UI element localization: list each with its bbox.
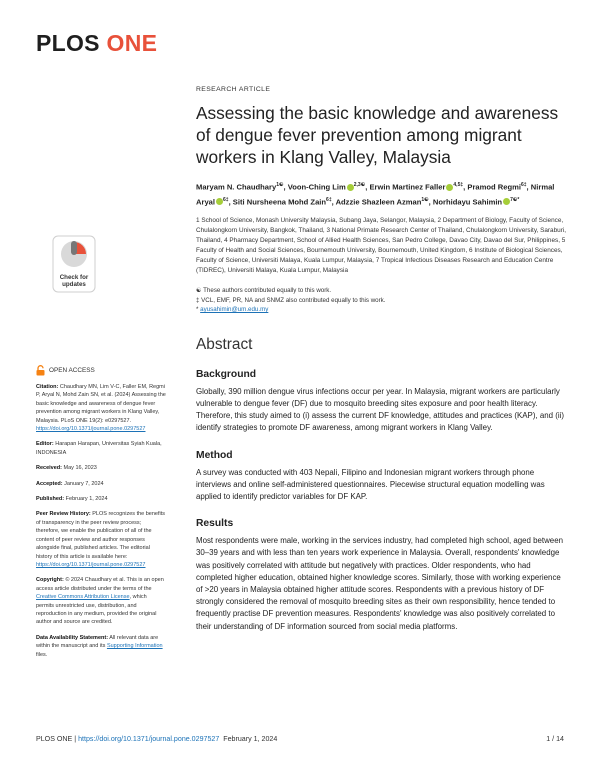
page-number: 1 / 14: [546, 735, 564, 743]
article-sidebar: [36, 235, 166, 659]
peer-review-block: [36, 510, 166, 569]
journal-logo-plos: PLOS: [36, 30, 100, 56]
equal-contribution-note: ☯ These authors contributed equally to this work.: [196, 287, 332, 295]
author-name: Norhidayu Sahimin: [432, 197, 503, 207]
accepted-block: [36, 480, 166, 488]
author-name: Nirmal Aryal: [196, 182, 555, 207]
footer-journal: PLOS ONE: [36, 735, 73, 743]
check-badge-line-2: updates: [62, 281, 86, 288]
license-link[interactable]: Creative Commons Attribution License: [36, 594, 130, 601]
received-date: May 16, 2023: [63, 465, 97, 472]
article-main: [196, 86, 568, 633]
peer-review-label: Peer Review History:: [36, 511, 91, 518]
author-name: Pramod Regmi: [467, 182, 521, 192]
orcid-icon[interactable]: [216, 198, 223, 205]
orcid-icon[interactable]: [347, 184, 354, 191]
copyright-block: [36, 576, 166, 626]
results-text: Most respondents were male, working in the services industry, had completed high school, aged between 30–39 years and with less than ten years work experience in Malaysia. Overall, respondents' knowledge was positively correlated with attitude but negatively with practices. Older respondents, who had completed higher education, obtained higher knowledge scores. Similarly, those with working experience of >20 years in Malaysia obtained higher attitude scores. Respondents with a previous history of DF strongly considered the removal of mosquito breeding sites as their own responsibility, hence tended to frequently practise DF prevention measures. Respondents' knowledge was also positively correlated to their understanding of DF information sourced from social media platforms.: [196, 536, 563, 631]
data-availability-text-2: files.: [36, 651, 48, 658]
author-affiliation-marker: 7☯*: [510, 196, 520, 203]
journal-logo: [36, 30, 157, 57]
open-lock-icon: [36, 365, 45, 376]
author-list: Maryam N. Chaudhary$^{1☯}$, Voon-Ching Lim $^{2,3☯}$, Erwin Martinez Faller $^{4,5\ddagger}$, Pramod Regmi$^{6\ddagger}$, Nirmal Aryal $^{6\ddagger}$, Siti Nursheena Mohd Zain$^{6\ddagger}$, Adzzie Shazleen Azman$^{1☯}$, Norhidayu Sahimin $^{7☯*}$: [196, 182, 555, 207]
data-availability-text-1: All relevant data are within the manuscript and its: [36, 634, 159, 650]
affiliations: 1 School of Science, Monash University Malaysia, Subang Jaya, Selangor, Malaysia, 2 Department of Biology, Faculty of Science, Chulalongkorn University, Bangkok, Thailand, 3 National Primate Research Center of Thailand, Chulalongkorn University, Saraburi, Thailand, 4 Pharmacy Department, School of Allied Health Sciences, San Pedro College, Davao City, Davao del Sur, Philippines, 5 Faculty of Health and Social Sciences, Bournemouth University, Bournemouth, United Kingdom, 6 Institute of Biological Sciences, Faculty of Science, Universiti Malaya, Kuala Lumpur, Malaysia, 7 Tropical Infectious Diseases Research and Education Centre (TIDREC), Universiti Malaya, Kuala Lumpur, Malaysia: [196, 217, 567, 275]
journal-logo-one: ONE: [106, 30, 158, 56]
article-title: Assessing the basic knowledge and awareness of dengue fever prevention among migrant workers in Klang Valley, Malaysia: [196, 103, 559, 167]
accepted-date: January 7, 2024: [64, 480, 104, 487]
received-label: Received:: [36, 465, 62, 472]
author-name: Adzzie Shazleen Azman: [335, 197, 422, 207]
open-access-label: [36, 365, 166, 376]
author-affiliation-marker: 6‡: [520, 182, 527, 188]
accepted-label: Accepted:: [36, 480, 63, 487]
data-availability-block: [36, 634, 166, 659]
background-text: Globally, 390 million dengue virus infections occur per year. In Malaysia, migrant workers are particularly vulnerable to dengue fever (DF) due to mosquito breeding sites exposure and poor health literacy. Therefore, this study aimed to (i) assess the current DF knowledge, attitudes and practices (KAP), and (ii) identify strategies to promote DF awareness, among migrant workers in Klang Valley.: [196, 386, 564, 433]
author-name: Erwin Martinez Faller: [369, 182, 446, 192]
corresponding-marker: *: [196, 306, 199, 314]
peer-review-text: PLOS recognizes the benefits of transparency in the peer review process; therefore, we enable the publication of all of the content of peer review and author responses alongside final, published articles. The editorial history of this article is available here:: [36, 511, 166, 560]
results-heading: Results: [196, 518, 234, 530]
abstract-heading: Abstract: [196, 335, 253, 353]
author-affiliation-marker: 6‡: [223, 196, 229, 203]
method-text: A survey was conducted with 403 Nepali, Filipino and Indonesian migrant workers through phone interviews and online self-administered questionnaires. Piecewise structural equation modelling was applied to identify predictor variables for DF KAP.: [196, 467, 545, 502]
citation-text: Chaudhary MN, Lim V-C, Faller EM, Regmi P, Aryal N, Mohd Zain SN, et al. (2024) Assessing the basic knowledge and awareness of dengue fever prevention among migrant workers in Klang Valley, Malaysia. PLoS ONE 19(2): e0297527.: [36, 384, 166, 424]
author-affiliation-marker: 2,3☯: [353, 182, 366, 188]
published-label: Published:: [36, 496, 65, 503]
author-name: Voon-Ching Lim: [287, 182, 346, 192]
received-block: [36, 464, 166, 472]
supporting-information-link[interactable]: Supporting Information: [106, 643, 163, 650]
background-heading: Background: [196, 368, 257, 380]
copyright-label: Copyright:: [36, 577, 64, 584]
copyright-text-1: © 2024 Chaudhary et al. This is an open access article distributed under the terms of the: [36, 577, 164, 592]
author-affiliation-marker: 4,5‡: [453, 182, 464, 188]
author-name: Siti Nursheena Mohd Zain: [232, 197, 327, 207]
article-type-label: RESEARCH ARTICLE: [196, 86, 271, 93]
published-block: [36, 495, 166, 503]
editor-text: Harapan Harapan, Universitas Syiah Kuala, INDONESIA: [36, 441, 162, 456]
footer-separator: |: [74, 735, 77, 743]
page-footer: [36, 735, 564, 743]
data-availability-label: Data Availability Statement:: [36, 634, 109, 641]
corresponding-email-line: [196, 305, 568, 315]
author-notes: [196, 286, 568, 315]
open-access-text: OPEN ACCESS: [49, 367, 95, 374]
method-heading: Method: [196, 449, 233, 461]
check-for-updates-icon[interactable]: [52, 235, 96, 293]
check-badge-line-1: Check for: [59, 274, 89, 281]
citation-label: Citation:: [36, 384, 59, 390]
author-affiliation-marker: 1☯: [421, 196, 429, 203]
author-name: Maryam N. Chaudhary: [196, 182, 277, 192]
editor-block: [36, 440, 166, 457]
also-contributed-note: ‡ VCL, EMF, PR, NA and SNMZ also contributed equally to this work.: [196, 296, 386, 304]
author-affiliation-marker: 6‡: [326, 196, 332, 203]
footer-date: February 1, 2024: [223, 735, 278, 743]
editor-label: Editor:: [36, 441, 54, 448]
citation-doi-link[interactable]: https://doi.org/10.1371/journal.pone.0297527: [36, 426, 146, 433]
corresponding-email-link[interactable]: ayusahimin@um.edu.my: [200, 306, 269, 314]
published-date: February 1, 2024: [65, 496, 108, 503]
footer-doi-link[interactable]: https://doi.org/10.1371/journal.pone.0297527: [78, 735, 220, 743]
author-affiliation-marker: 1☯: [276, 182, 284, 188]
copyright-text-2: , which permits unrestricted use, distribution, and reproduction in any medium, provided the original author and source are credited.: [36, 594, 157, 626]
citation-block: [36, 383, 166, 433]
peer-review-doi-link[interactable]: https://doi.org/10.1371/journal.pone.0297527: [36, 561, 146, 568]
